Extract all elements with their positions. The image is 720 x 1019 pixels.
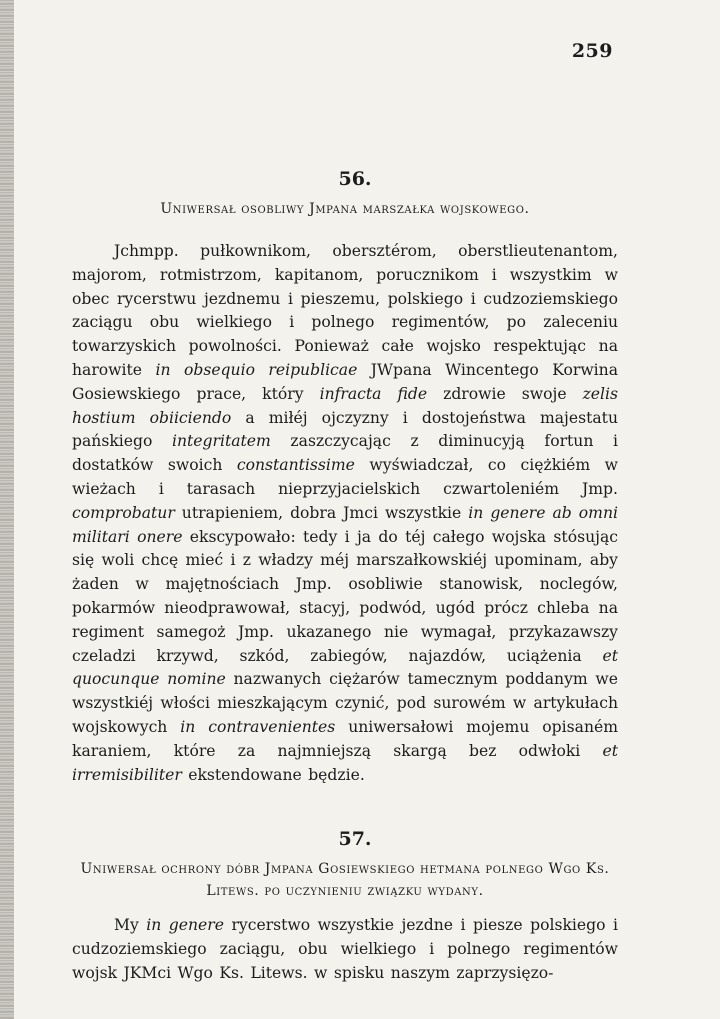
section-paragraph bbox=[72, 914, 618, 985]
section-heading: Uniwersał ochrony dóbr Jmpana Gosiewskiego hetmana polnego Wgo Ks. Litews. po uczynieniu związku wydany. bbox=[80, 861, 610, 899]
section-paragraph bbox=[72, 240, 618, 787]
text-run: utrapieniem, dobra Jmci wszystkie bbox=[174, 503, 469, 522]
section-heading: Uniwersał osobliwy Jmpana marszałka wojskowego. bbox=[160, 201, 530, 217]
text-run: zdrowie swoje bbox=[427, 384, 583, 403]
page-number: 259 bbox=[571, 40, 613, 62]
latin-phrase: comprobatur bbox=[72, 503, 175, 522]
latin-phrase: in contravenientes bbox=[180, 717, 336, 736]
page-binding-edge bbox=[0, 0, 14, 1019]
text-run: Jchmpp. pułkownikom, obersztérom, oberstlieutenantom, majorom, rotmistrzom, kapitanom, porucznikom i wszystkim w obec rycerstwu jezdnemu i pieszemu, polskiego i cudzoziemskiego zaciągu obu wielkiego i polnego regimentów, po zaleceniu towarzyskich powolności. Ponieważ całe wojsko respektując na harowite bbox=[72, 242, 618, 379]
latin-phrase: zelis hostium obiiciendo bbox=[72, 384, 619, 427]
text-run: a miłéj ojczyzny i dostojeństwa majestatu pańskiego bbox=[72, 408, 618, 451]
latin-phrase: in genere ab omni militari onere bbox=[72, 503, 618, 546]
section-57 bbox=[72, 828, 618, 985]
section-56 bbox=[72, 168, 618, 787]
text-run: My bbox=[114, 916, 147, 934]
latin-phrase: integritatem bbox=[172, 432, 271, 451]
text-run: rycerstwo wszystkie jezdne i piesze polskiego i cudzoziemskiego zaciągu, obu wielkiego i polnego regimentów wojsk JKMci Wgo Ks. Litews. w spisku naszym zaprzysięzo- bbox=[72, 916, 619, 982]
latin-phrase: in genere bbox=[146, 916, 224, 934]
section-number: 57. bbox=[338, 828, 372, 850]
text-run: uniwersałowi mojemu opisaném karaniem, które za najmniejszą skargą bez odwłoki bbox=[72, 717, 618, 760]
latin-phrase: in obsequio reipublicae bbox=[155, 360, 358, 379]
section-number: 56. bbox=[338, 168, 372, 190]
text-run: ekstendowane będzie. bbox=[181, 765, 365, 784]
text-run: ekscypowało: tedy i ja do téj całego wojska stósując się woli chcę mieć i z władzy méj marszałkowskiéj upominam, aby żaden w majętnościach Jmp. osobliwie stanowisk, noclegów, pokarmów nieodprawował, stacyj, podwód, ugód prócz chleba na regiment samegoż Jmp. ukazanego nie wymagał, przykazawszy czeladzi krzywd, szkód, zabiegów, najazdów, uciążenia bbox=[72, 527, 618, 665]
latin-phrase: et irremisibiliter bbox=[72, 741, 618, 784]
text-run: nazwanych ciężarów tamecznym poddanym we wszystkiéj włości mieszkającym czynić, pod surowém w artykułach wojskowych bbox=[72, 670, 619, 736]
text-run: zaszczycając z diminucyją fortun i dostatków swoich bbox=[72, 432, 618, 475]
latin-phrase: constantissime bbox=[236, 456, 355, 475]
latin-phrase: infracta fide bbox=[319, 384, 428, 403]
text-run: wyświadczał, co ciężkiém w wieżach i tarasach nieprzyjacielskich czwartoleniém Jmp. bbox=[72, 456, 618, 498]
text-run: JWpana Wincentego Korwina Gosiewskiego prace, który bbox=[72, 360, 618, 403]
latin-phrase: et quocunque nomine bbox=[72, 646, 618, 689]
